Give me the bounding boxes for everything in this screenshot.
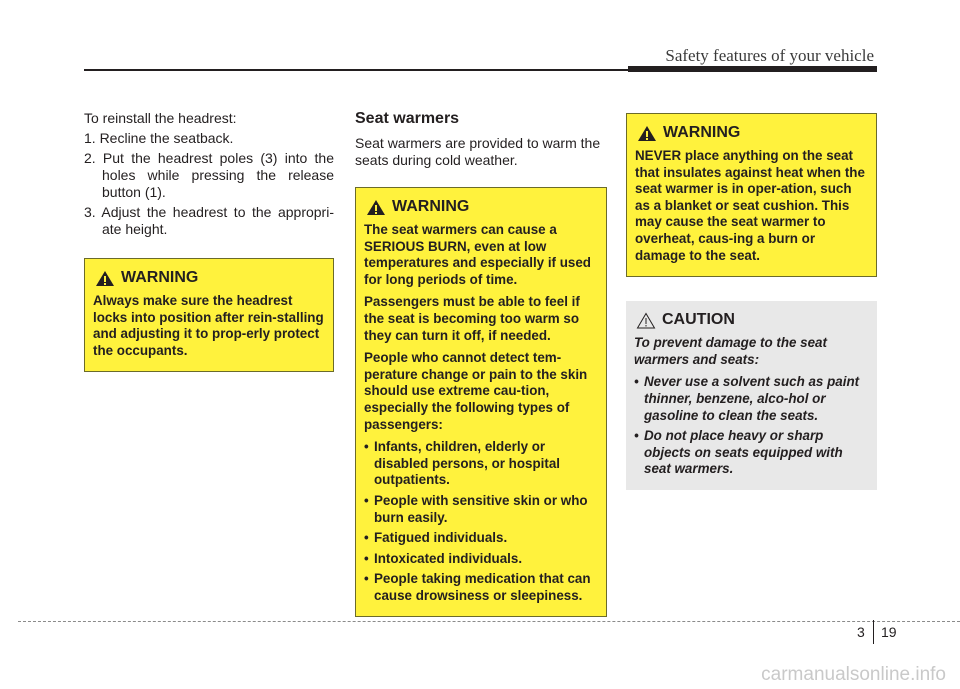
section-title: Safety features of your vehicle xyxy=(665,46,874,65)
footer-rule xyxy=(18,621,960,622)
headrest-steps xyxy=(84,130,334,238)
warning-heading xyxy=(366,198,598,216)
headrest-step: 2. Put the headrest poles (3) into the holes while pressing the release button (1). xyxy=(84,150,334,200)
bullet-icon: • xyxy=(634,428,639,444)
insulation-warning-box xyxy=(626,113,877,277)
watermark[interactable]: carmanualsonline.info xyxy=(761,664,946,685)
list-item: • Fatigued individuals. xyxy=(364,530,508,546)
warning-title: WARNING xyxy=(121,269,199,286)
chapter-number: 3 xyxy=(857,624,865,640)
section-heading: Seat warmers xyxy=(355,110,460,127)
headrest-warning-box xyxy=(84,258,334,372)
list-item: • Intoxicated individuals. xyxy=(364,550,523,566)
page-number: 19 xyxy=(881,624,897,640)
right-column xyxy=(626,113,877,490)
caution-list xyxy=(634,374,869,478)
seat-warmers-column xyxy=(355,110,607,617)
warning-paragraph: People who cannot detect tem-perature change or pain to the skin should use extreme cau-tion, especially the following types of passengers: xyxy=(364,350,588,432)
warning-triangle-icon xyxy=(366,199,386,216)
bullet-icon: • xyxy=(634,374,639,390)
headrest-step: 3. Adjust the headrest to the appropri-ate height. xyxy=(84,204,334,237)
warning-title: WARNING xyxy=(663,124,741,141)
list-item: • People taking medication that can cause drowsiness or sleepiness. xyxy=(364,571,591,603)
caution-triangle-icon xyxy=(636,312,656,329)
page-number-divider xyxy=(873,620,874,644)
list-item: • People with sensitive skin or who burn easily. xyxy=(364,492,588,525)
bullet-icon: • xyxy=(364,571,369,587)
header-rule-accent xyxy=(628,66,877,72)
caution-box xyxy=(626,301,877,490)
warning-text: NEVER place anything on the seat that insulates against heat when the seat warmer is in oper-ation, such as a blanket or seat cushion. This may cause the seat warmer to overheat, caus-ing a burn or damage to the seat. xyxy=(635,148,865,263)
caution-title: CAUTION xyxy=(662,311,735,329)
caution-intro: To prevent damage to the seat warmers and seats: xyxy=(634,335,827,367)
warning-heading xyxy=(637,124,868,142)
warning-text: Always make sure the headrest locks into position after rein-stalling and adjusting it to prop-erly protect the occupants. xyxy=(93,293,324,358)
bullet-icon: • xyxy=(364,550,369,566)
headrest-intro: To reinstall the headrest: xyxy=(84,110,237,126)
list-item: • Infants, children, elderly or disabled persons, or hospital outpatients. xyxy=(364,439,561,488)
warning-heading xyxy=(95,269,325,287)
seat-warmers-body: Seat warmers are provided to warm the seats during cold weather. xyxy=(355,135,601,168)
bullet-icon: • xyxy=(364,439,369,455)
seat-warmers-warning-box xyxy=(355,187,607,617)
headrest-step: 1. Recline the seatback. xyxy=(84,130,234,146)
warning-paragraph: The seat warmers can cause a SERIOUS BURN, even at low temperatures and especially if used for long periods of time. xyxy=(364,222,591,287)
bullet-icon: • xyxy=(364,492,369,508)
warning-title: WARNING xyxy=(392,198,470,215)
caution-heading xyxy=(636,311,869,329)
warning-triangle-icon xyxy=(637,125,657,142)
list-item: • Do not place heavy or sharp objects on seats equipped with seat warmers. xyxy=(634,428,843,477)
headrest-column xyxy=(84,110,334,372)
passenger-list xyxy=(364,439,598,604)
bullet-icon: • xyxy=(364,530,369,546)
list-item: • Never use a solvent such as paint thinner, benzene, alco-hol or gasoline to clean the seats. xyxy=(634,374,860,423)
warning-triangle-icon xyxy=(95,270,115,287)
warning-paragraph: Passengers must be able to feel if the seat is becoming too warm so they can turn it off, if needed. xyxy=(364,294,580,343)
